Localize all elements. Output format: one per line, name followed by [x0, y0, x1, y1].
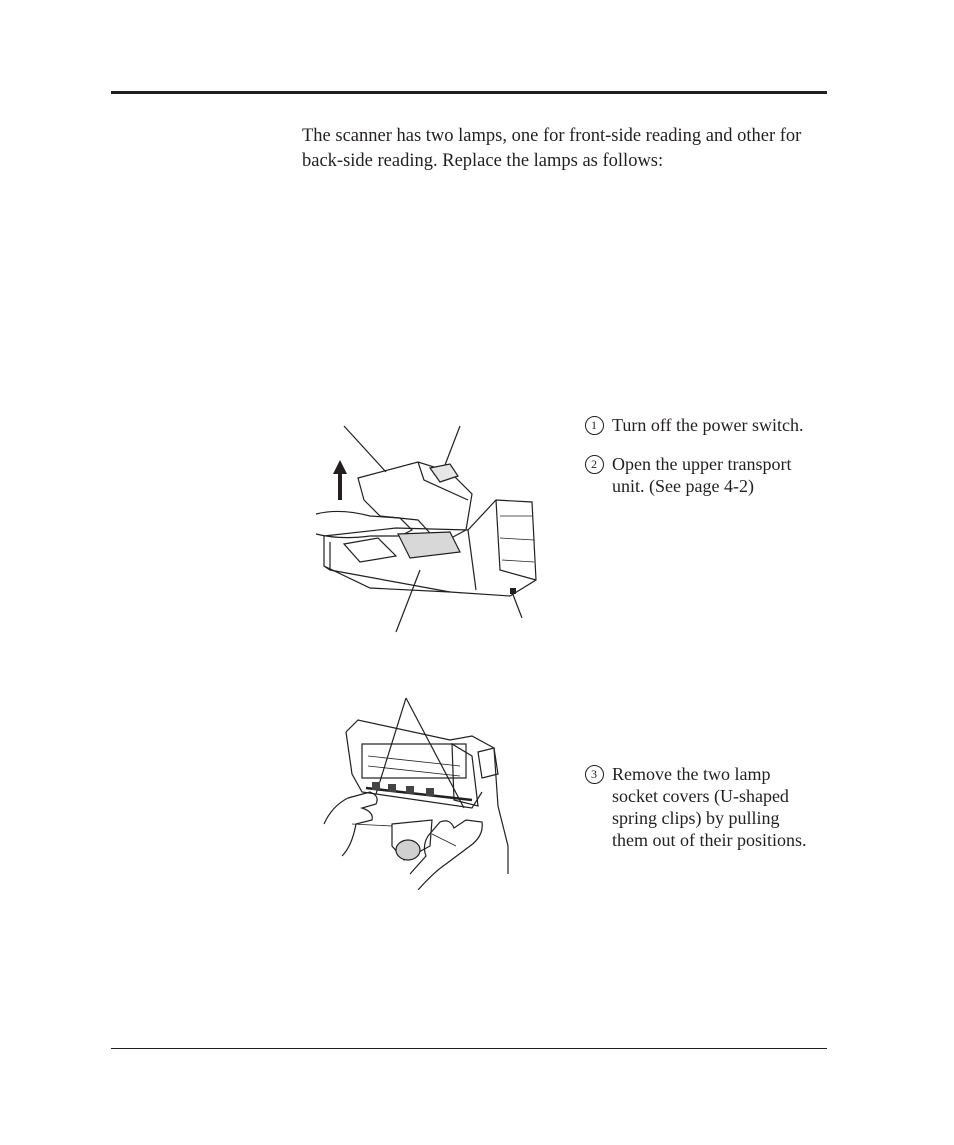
step-1 [584, 414, 804, 436]
intro-line-1: The scanner has two lamps, one for front-side reading and other for [302, 126, 802, 146]
step-number: 3 [585, 765, 604, 784]
step-number: 1 [585, 416, 604, 435]
callout-line [406, 698, 464, 808]
intro-line-2: back-side reading. Replace the lamps as follows: [302, 151, 664, 171]
step-3-line-4: them out of their positions. [612, 830, 807, 850]
step-2-line-1: Open the upper transport [612, 454, 792, 474]
callout-line [376, 698, 406, 794]
footer-rule [111, 1048, 827, 1049]
lamp-socket-covers-illustration [322, 696, 516, 890]
step-3-line-2: socket covers (U-shaped [612, 786, 789, 806]
step-number: 2 [585, 455, 604, 474]
callout-line [396, 570, 420, 632]
intro-paragraph [302, 124, 832, 174]
step-2-line-2: unit. (See page 4-2) [612, 476, 754, 496]
step-3-line-3: spring clips) by pulling [612, 808, 780, 828]
step-3 [584, 763, 806, 851]
scanner-open-illustration [300, 420, 545, 635]
step-2 [584, 453, 791, 497]
callout-line [512, 592, 522, 618]
step-1-text: Turn off the power switch. [612, 415, 804, 435]
header-rule [111, 91, 827, 94]
step-3-line-1: Remove the two lamp [612, 764, 771, 784]
callout-line [344, 426, 386, 472]
